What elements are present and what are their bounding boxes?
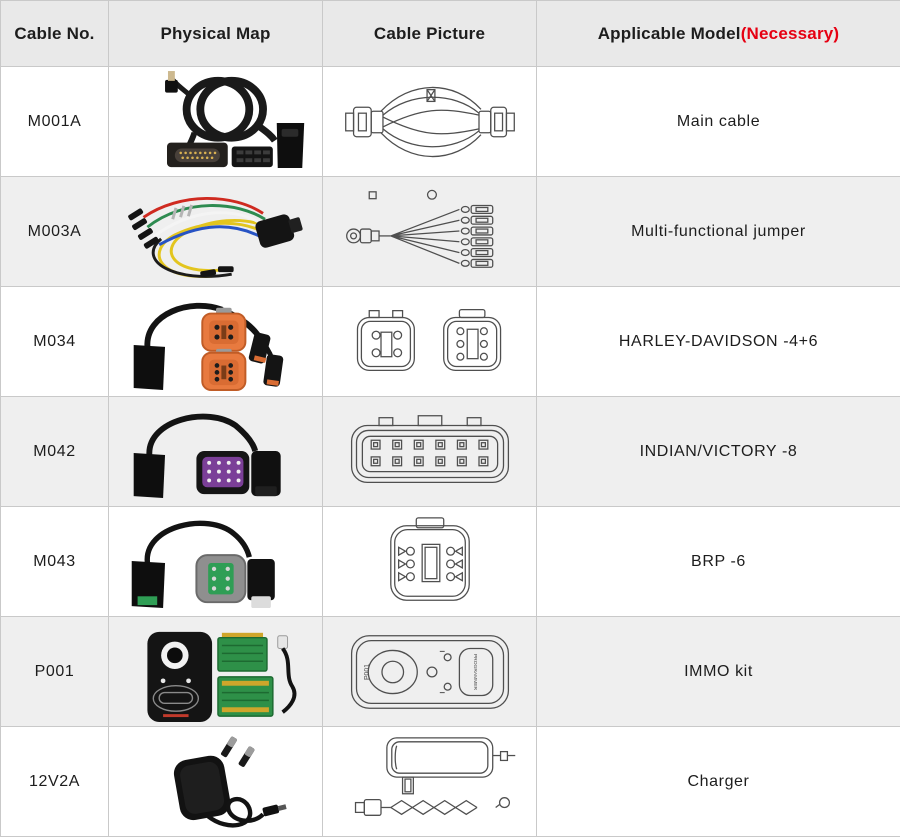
header-cable-picture-label: Cable Picture (374, 24, 485, 43)
header-cable-picture (323, 1, 537, 67)
cable-no-cell: M001A (1, 67, 109, 177)
main-cable-photo-icon (118, 70, 314, 174)
brp-adapter-photo-icon (118, 510, 314, 614)
header-applicable-model (537, 1, 900, 67)
cable-picture-cell (323, 507, 537, 617)
physical-map-cell (109, 727, 323, 837)
applicable-model-cell: BRP -6 (537, 507, 900, 617)
header-applicable-model-label: Applicable Model (598, 24, 741, 43)
cable-picture-cell (323, 397, 537, 507)
header-row (1, 1, 900, 67)
table-row (1, 67, 900, 177)
programmer-line-drawing-icon (332, 620, 528, 724)
table-row (1, 727, 900, 837)
physical-map-cell (109, 177, 323, 287)
cable-no-cell: 12V2A (1, 727, 109, 837)
harley-adapter-photo-icon (118, 290, 314, 394)
table-row (1, 397, 900, 507)
applicable-model-cell: IMMO kit (537, 617, 900, 727)
programmer-label: PROGRAMMER (472, 653, 478, 690)
cable-picture-cell (323, 67, 537, 177)
header-necessary-label: (Necessary) (741, 24, 840, 43)
table-row (1, 617, 900, 727)
applicable-model-cell: INDIAN/VICTORY -8 (537, 397, 900, 507)
header-cable-no (1, 1, 109, 67)
connector-8-line-drawing-icon (332, 400, 528, 504)
header-physical-map-label: Physical Map (160, 24, 270, 43)
charger-line-drawing-icon (332, 730, 528, 834)
physical-map-cell (109, 507, 323, 617)
cable-picture-cell (323, 177, 537, 287)
header-cable-no-label: Cable No. (14, 24, 94, 43)
physical-map-cell (109, 397, 323, 507)
cable-no-cell: M003A (1, 177, 109, 287)
cable-no-cell: P001 (1, 617, 109, 727)
immo-programmer-photo-icon (118, 620, 314, 724)
power-adapter-photo-icon (118, 730, 314, 834)
physical-map-cell (109, 67, 323, 177)
physical-map-cell (109, 287, 323, 397)
cable-no-cell: M034 (1, 287, 109, 397)
cable-picture-cell (323, 287, 537, 397)
main-cable-line-drawing-icon (332, 70, 528, 174)
physical-map-cell (109, 617, 323, 727)
applicable-model-cell: HARLEY-DAVIDSON -4+6 (537, 287, 900, 397)
connectors-4-and-6-line-drawing-icon (332, 290, 528, 394)
header-physical-map (109, 1, 323, 67)
indian-victory-adapter-photo-icon (118, 400, 314, 504)
applicable-model-cell: Multi-functional jumper (537, 177, 900, 287)
cable-no-cell: M042 (1, 397, 109, 507)
table-row (1, 507, 900, 617)
jumper-line-drawing-icon (332, 180, 528, 284)
p001-device-label: P001 (364, 663, 371, 679)
table-row (1, 287, 900, 397)
table-row (1, 177, 900, 287)
jumper-wires-photo-icon (118, 180, 314, 284)
connector-6-line-drawing-icon (332, 510, 528, 614)
applicable-model-cell: Main cable (537, 67, 900, 177)
cable-picture-cell (323, 617, 537, 727)
cable-picture-cell (323, 727, 537, 837)
applicable-model-cell: Charger (537, 727, 900, 837)
cable-no-cell: M043 (1, 507, 109, 617)
